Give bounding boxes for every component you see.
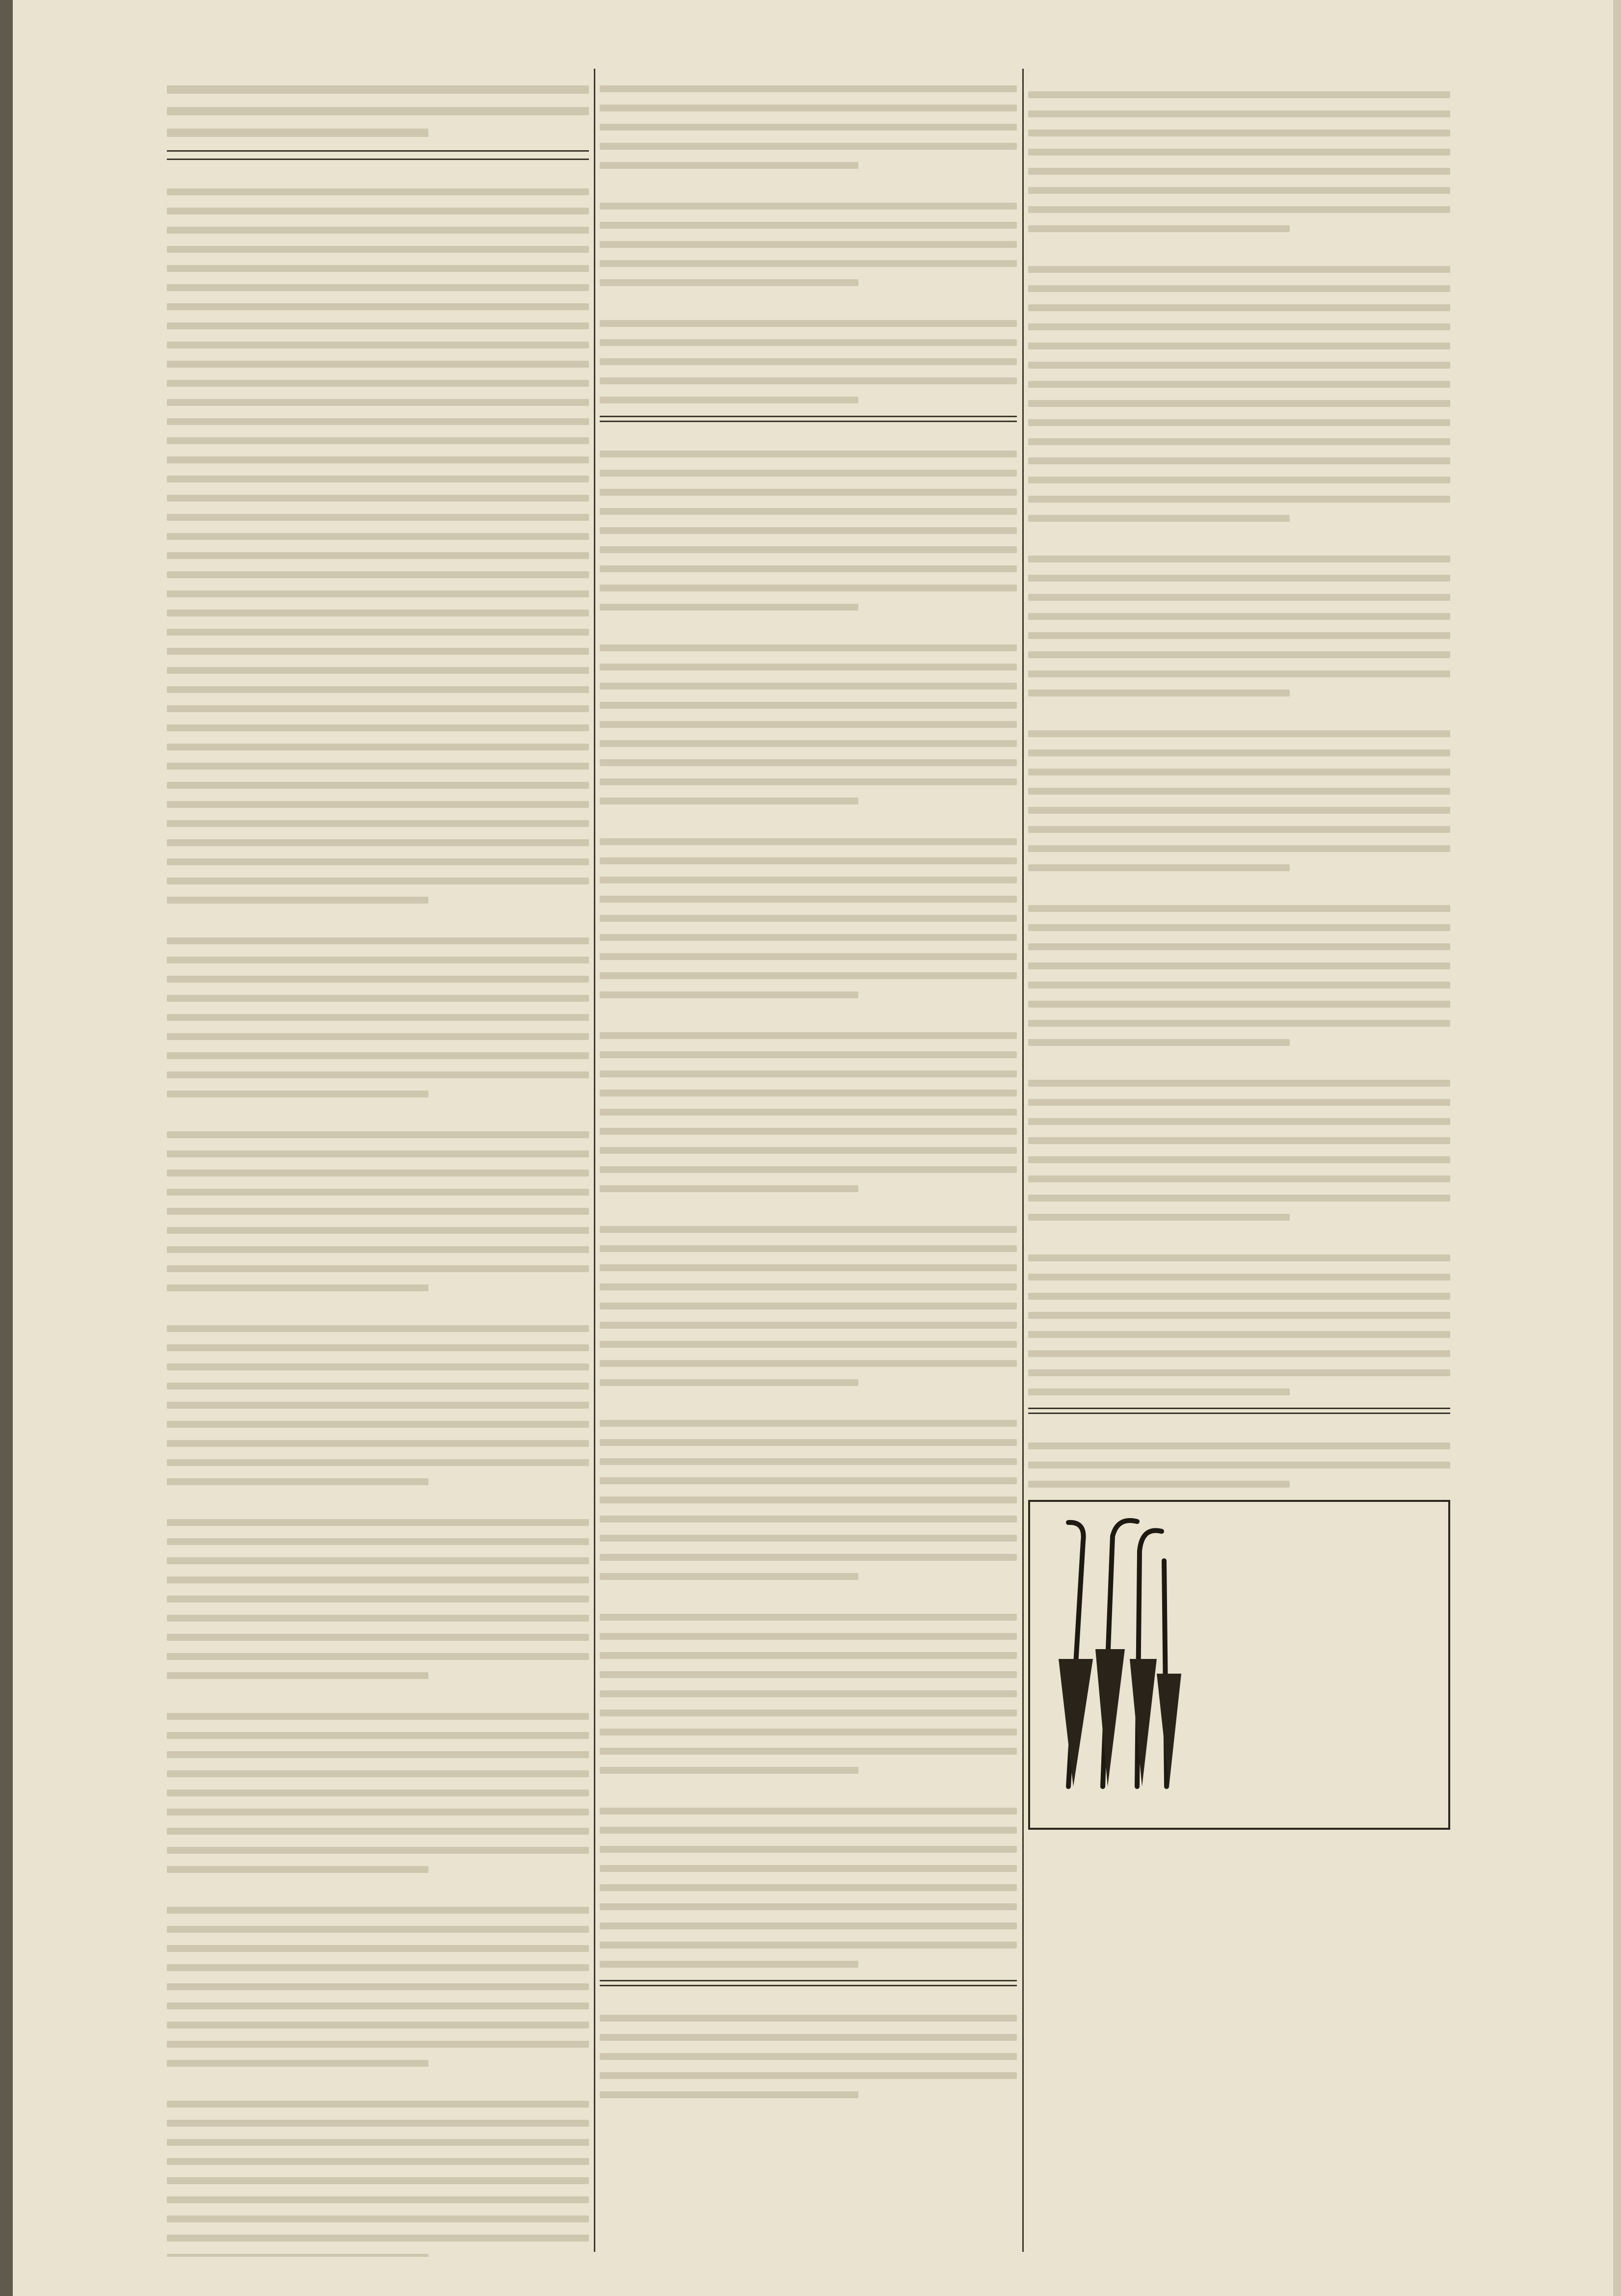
text-placeholder (1028, 91, 1450, 232)
ad-text (1197, 1507, 1441, 1528)
article-paragraph (600, 1398, 1017, 1417)
article-paragraph (600, 1204, 1017, 1223)
text-placeholder (167, 1519, 589, 1679)
text-placeholder (167, 188, 589, 904)
column-rule (1022, 69, 1024, 2252)
article-paragraph (1028, 534, 1450, 553)
text-placeholder (600, 1226, 1017, 1386)
article-paragraph (600, 298, 1017, 317)
text-placeholder (1028, 556, 1450, 696)
article-paragraph (167, 1304, 589, 1322)
article-paragraph (600, 1011, 1017, 1029)
text-placeholder (167, 1907, 589, 2067)
article-list (600, 64, 1017, 403)
scan-edge-left (0, 0, 13, 2296)
text-placeholder (600, 1808, 1017, 1968)
text-placeholder (1028, 266, 1450, 522)
text-placeholder (600, 644, 1017, 804)
section-rule (600, 1980, 1017, 1986)
section-rule (167, 159, 589, 160)
text-placeholder (600, 1614, 1017, 1774)
article-paragraph (167, 1885, 589, 1904)
column-2 (600, 64, 1017, 2257)
text-placeholder (1028, 1255, 1450, 1395)
column-1 (167, 64, 589, 2257)
section-rule (167, 150, 589, 152)
umbrella-illustration (1039, 1512, 1196, 1806)
article-list (1028, 70, 1450, 1395)
text-placeholder (600, 838, 1017, 998)
text-placeholder (1028, 905, 1450, 1046)
article-paragraph (600, 1786, 1017, 1805)
column-3 (1028, 64, 1450, 2257)
text-placeholder (1028, 1080, 1450, 1221)
article-paragraph (1028, 1233, 1450, 1252)
article-paragraph (600, 1993, 1017, 2012)
text-placeholder (600, 1420, 1017, 1580)
article-paragraph (1028, 244, 1450, 263)
text-placeholder (167, 1713, 589, 1873)
article-paragraph (167, 167, 589, 186)
article-paragraph (600, 429, 1017, 448)
article-paragraph (600, 1592, 1017, 1611)
article-paragraph (600, 181, 1017, 200)
intro-paragraph (167, 64, 589, 82)
text-placeholder (167, 85, 589, 137)
text-placeholder (167, 2101, 589, 2257)
article-paragraph (600, 623, 1017, 641)
article-paragraph (167, 1110, 589, 1128)
article-paragraph (1028, 883, 1450, 902)
umbrella-advertisement (1028, 1500, 1450, 1830)
article-paragraph (1028, 70, 1450, 88)
article-paragraph (1028, 709, 1450, 727)
article-paragraph (167, 1691, 589, 1710)
section-rule (600, 416, 1017, 422)
article-paragraph (167, 1497, 589, 1516)
text-placeholder (600, 203, 1017, 286)
article-body (600, 429, 1017, 1968)
text-placeholder (600, 1032, 1017, 1192)
section-rule (1028, 1408, 1450, 1414)
text-placeholder (1028, 1442, 1450, 1488)
article-paragraph (600, 64, 1017, 82)
text-placeholder (600, 2015, 1017, 2098)
text-placeholder (600, 85, 1017, 169)
text-placeholder (167, 1131, 589, 1291)
article-paragraph (1028, 1058, 1450, 1077)
article-paragraph (600, 817, 1017, 835)
text-placeholder (167, 937, 589, 1097)
article-list (167, 167, 589, 2257)
article-paragraph (167, 916, 589, 934)
bulletin-text (1028, 1421, 1450, 1440)
text-placeholder (600, 320, 1017, 403)
article-paragraph (167, 2079, 589, 2098)
text-placeholder (1028, 730, 1450, 871)
column-rule (594, 69, 595, 2252)
text-placeholder (167, 1325, 589, 1485)
scan-edge-right (1613, 0, 1621, 2296)
ad-body (1197, 1507, 1441, 1525)
text-placeholder (600, 451, 1017, 611)
